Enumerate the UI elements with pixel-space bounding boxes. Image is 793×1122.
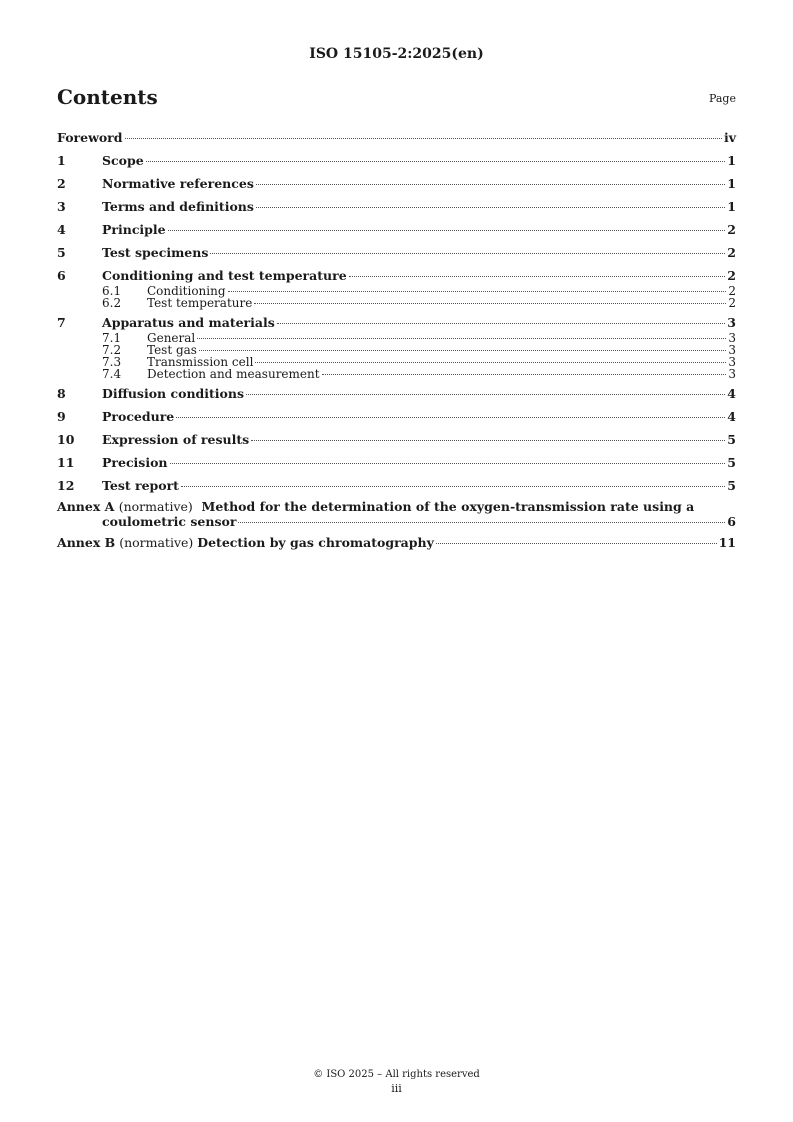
toc-entry-page: 5 xyxy=(727,455,736,470)
leader-dots xyxy=(436,543,717,544)
toc-entry-page: 2 xyxy=(727,222,736,237)
leader-dots xyxy=(146,161,726,162)
toc-entry-title: Conditioning and test temperature xyxy=(102,268,347,283)
toc-entry-title: Precision xyxy=(102,455,168,470)
toc-entry-apparatus-and-materials[interactable] xyxy=(57,313,736,332)
toc-entry-number: 10 xyxy=(57,432,75,447)
toc-entry-number: 5 xyxy=(57,245,66,260)
annex-b-status: (normative) xyxy=(119,535,194,550)
leader-dots xyxy=(256,207,725,208)
leader-dots xyxy=(176,417,725,418)
toc-entry-annex-a[interactable] xyxy=(57,499,736,529)
toc-entry-page: iv xyxy=(723,130,736,145)
annex-a-label: Annex A xyxy=(57,499,115,514)
annex-a-title-line2: coulometric sensor xyxy=(102,514,237,529)
toc-entry-terms-and-definitions[interactable] xyxy=(57,197,736,216)
annex-b-page: 11 xyxy=(718,535,736,550)
page-footer xyxy=(0,1068,793,1096)
toc-entry-title: Test temperature xyxy=(147,296,253,310)
leader-dots xyxy=(228,291,727,292)
toc-entry-page: 5 xyxy=(727,432,736,447)
toc-entry-page: 4 xyxy=(727,386,736,401)
toc-entry-detection-and-measurement[interactable] xyxy=(57,368,736,380)
leader-dots xyxy=(170,463,726,464)
toc-entry-page: 3 xyxy=(728,343,736,357)
toc-entry-title: Detection and measurement xyxy=(147,367,320,381)
toc-entry-page: 1 xyxy=(727,176,736,191)
leader-dots xyxy=(246,394,725,395)
toc-entry-conditioning-and-test-temperature[interactable] xyxy=(57,266,736,285)
toc-entry-number: 7.3 xyxy=(102,355,122,369)
toc-entry-title: Test specimens xyxy=(102,245,209,260)
toc-entry-page: 2 xyxy=(727,268,736,283)
toc-entry-normative-references[interactable] xyxy=(57,174,736,193)
toc-entry-number: 1 xyxy=(57,153,66,168)
toc-entry-number: 3 xyxy=(57,199,66,214)
annex-a-title-line1: Method for the determination of the oxygen-transmission rate using a xyxy=(201,499,695,514)
toc-entry-title: Principle xyxy=(102,222,166,237)
toc-entry-number: 7.1 xyxy=(102,331,122,345)
table-of-contents xyxy=(57,128,736,550)
leader-dots xyxy=(322,374,727,375)
leader-dots xyxy=(277,323,726,324)
toc-entry-title: Terms and definitions xyxy=(102,199,254,214)
leader-dots xyxy=(254,303,726,304)
annex-b-label: Annex B xyxy=(57,535,116,550)
toc-entry-number: 6 xyxy=(57,268,66,283)
leader-dots xyxy=(210,253,725,254)
leader-dots xyxy=(349,276,726,277)
toc-entry-page: 5 xyxy=(727,478,736,493)
toc-entry-diffusion-conditions[interactable] xyxy=(57,384,736,403)
toc-entry-expression-of-results[interactable] xyxy=(57,430,736,449)
toc-entry-title: Apparatus and materials xyxy=(102,315,275,330)
toc-entry-page: 3 xyxy=(728,331,736,345)
toc-entry-test-report[interactable] xyxy=(57,476,736,495)
toc-entry-number: 7 xyxy=(57,315,66,330)
leader-dots xyxy=(199,350,726,351)
toc-entry-number: 2 xyxy=(57,176,66,191)
toc-entry-page: 3 xyxy=(728,367,736,381)
toc-entry-number: 6.2 xyxy=(102,296,122,310)
toc-entry-number: 9 xyxy=(57,409,66,424)
toc-entry-title: Test report xyxy=(102,478,179,493)
leader-dots xyxy=(238,522,725,523)
annex-a-status: (normative) xyxy=(118,499,193,514)
annex-a-page: 6 xyxy=(727,514,736,529)
toc-entry-title: Procedure xyxy=(102,409,175,424)
toc-entry-page: 2 xyxy=(727,245,736,260)
document-id-header: ISO 15105-2:2025(en) xyxy=(309,46,484,62)
toc-entry-title: Normative references xyxy=(102,176,254,191)
toc-entry-precision[interactable] xyxy=(57,453,736,472)
toc-entry-page: 3 xyxy=(728,355,736,369)
page-column-label: Page xyxy=(708,92,736,105)
toc-entry-number: 4 xyxy=(57,222,66,237)
page-number: iii xyxy=(391,1082,402,1095)
toc-entry-test-temperature[interactable] xyxy=(57,297,736,309)
leader-dots xyxy=(181,486,725,487)
toc-entry-title: Foreword xyxy=(57,130,123,145)
toc-entry-principle[interactable] xyxy=(57,220,736,239)
leader-dots xyxy=(125,138,722,139)
toc-entry-test-specimens[interactable] xyxy=(57,243,736,262)
toc-entry-number: 11 xyxy=(57,455,75,470)
leader-dots xyxy=(251,440,725,441)
leader-dots xyxy=(255,362,726,363)
toc-entry-number: 7.2 xyxy=(102,343,122,357)
toc-entry-title: Transmission cell xyxy=(147,355,254,369)
leader-dots xyxy=(197,338,726,339)
toc-entry-number: 8 xyxy=(57,386,66,401)
toc-entry-procedure[interactable] xyxy=(57,407,736,426)
toc-entry-page: 2 xyxy=(728,284,736,298)
toc-entry-number: 7.4 xyxy=(102,367,122,381)
page-title: Contents xyxy=(57,85,158,109)
toc-entry-number: 12 xyxy=(57,478,75,493)
annex-b-title: Detection by gas chromatography xyxy=(197,535,434,550)
leader-dots xyxy=(168,230,726,231)
toc-entry-number: 6.1 xyxy=(102,284,122,298)
toc-entry-page: 4 xyxy=(727,409,736,424)
toc-entry-title: Conditioning xyxy=(147,284,226,298)
toc-entry-title: General xyxy=(147,331,196,345)
toc-entry-page: 2 xyxy=(728,296,736,310)
toc-entry-title: Diffusion conditions xyxy=(102,386,245,401)
toc-entry-title: Test gas xyxy=(147,343,197,357)
toc-entry-title: Expression of results xyxy=(102,432,250,447)
toc-entry-scope[interactable] xyxy=(57,151,736,170)
leader-dots xyxy=(256,184,725,185)
toc-entry-title: Scope xyxy=(102,153,144,168)
toc-entry-annex-b[interactable] xyxy=(57,535,736,550)
toc-entry-page: 1 xyxy=(727,199,736,214)
toc-entry-page: 1 xyxy=(727,153,736,168)
copyright-notice: © ISO 2025 – All rights reserved xyxy=(313,1069,480,1080)
toc-entry-page: 3 xyxy=(727,315,736,330)
toc-entry-foreword[interactable] xyxy=(57,128,736,147)
